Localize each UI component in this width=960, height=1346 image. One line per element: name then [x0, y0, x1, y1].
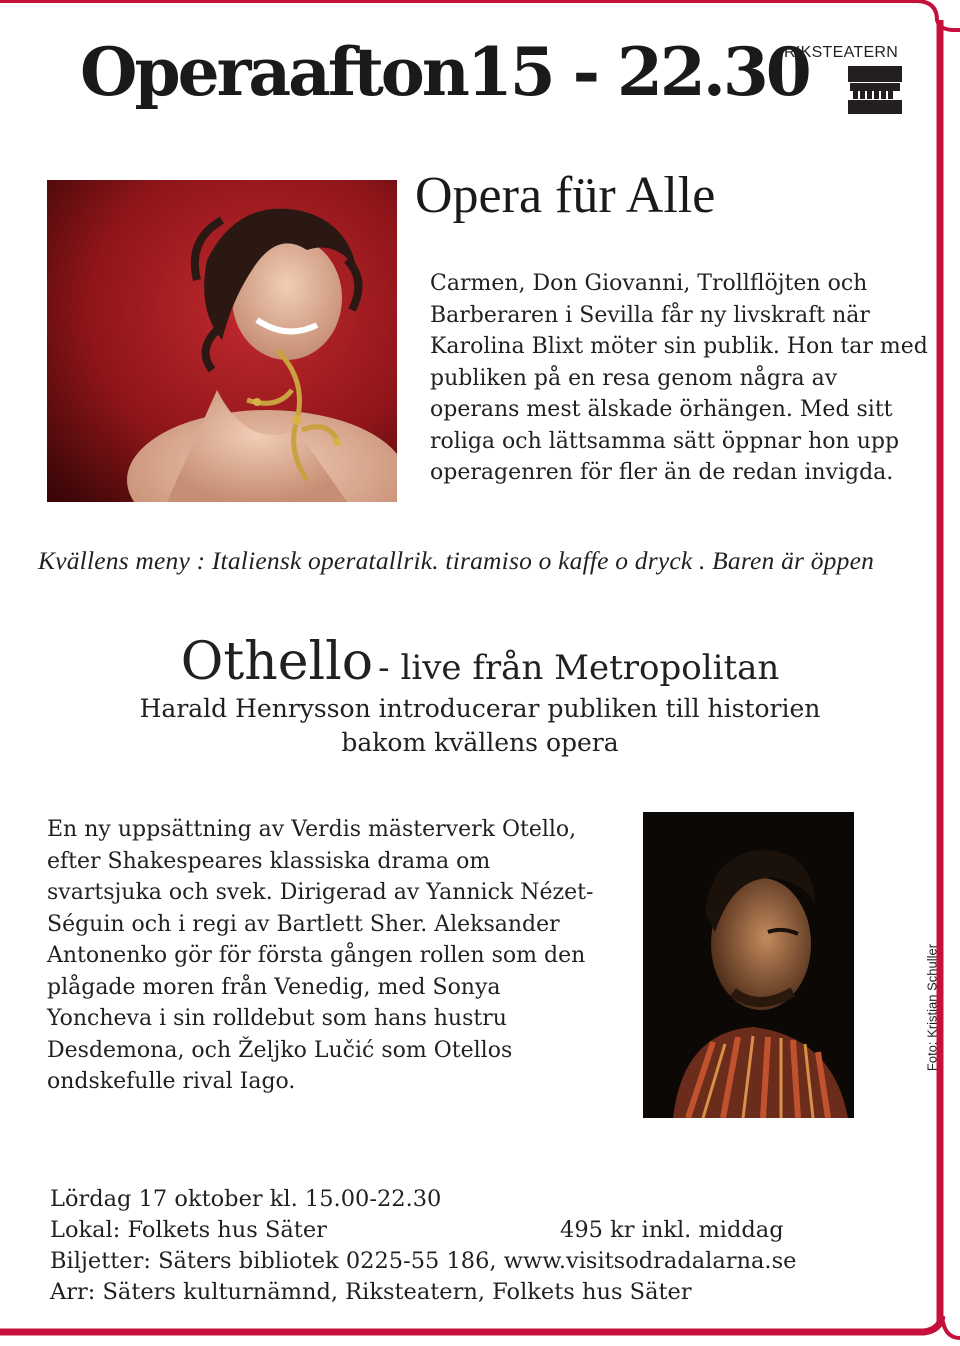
- event-info: [50, 1184, 910, 1308]
- othello-intro-line1: Harald Henrysson introducerar publiken till historien: [139, 694, 821, 723]
- riksteatern-logo: [784, 44, 914, 114]
- photo-credit: Foto: Kristian Schuller: [924, 943, 940, 1072]
- event-venue: Lokal: Folkets hus Säter: [50, 1217, 327, 1243]
- main-title: Operaafton15 - 22.30: [80, 33, 809, 111]
- event-tickets: Biljetter: Säters bibliotek 0225-55 186, www.visitsodradalarna.se: [50, 1248, 797, 1274]
- event-price: 495 kr inkl. middag: [560, 1217, 784, 1243]
- othello-subtitle: - live från Metropolitan: [378, 648, 780, 688]
- feature-title: Opera für Alle: [415, 167, 716, 224]
- logo-text: RIKSTEATERN: [784, 44, 899, 61]
- event-venue-row: [50, 1215, 910, 1246]
- riksteatern-logo-icon: [848, 66, 902, 114]
- event-organizers: Arr: Säters kulturnämnd, Riksteatern, Folkets hus Säter: [50, 1279, 692, 1305]
- othello-title: Othello: [180, 632, 374, 692]
- event-date: Lördag 17 oktober kl. 15.00-22.30: [50, 1186, 442, 1212]
- othello-intro: [0, 692, 960, 760]
- tenor-photo: [643, 812, 854, 1118]
- othello-body: En ny uppsättning av Verdis mästerverk Otello, efter Shakespeares klassiska drama om svartsjuka och svek. Dirigerad av Yannick Nézet-Séguin och i regi av Bartlett Sher. Aleksander Antonenko gör för första gången rollen som den plågade moren från Venedig, med Sonya Yoncheva i sin rolldebut som hans hustru Desdemona, och Željko Lučić som Otellos ondskefulle rival Iago.: [47, 817, 594, 1094]
- feature-body: Carmen, Don Giovanni, Trollflöjten och Barberaren i Sevilla får ny livskraft när Karolina Blixt möter sin publik. Hon tar med publiken på en resa genom några av operans mest älskade örhängen. Med sitt roliga och lättsamma sätt öppnar hon upp operagenren för fler än de redan invigda.: [430, 271, 928, 485]
- menu-text: Kvällens meny : Italiensk operatallrik. tiramiso o kaffe o dryck . Baren är öppen: [38, 546, 875, 575]
- othello-intro-line2: bakom kvällens opera: [341, 728, 619, 757]
- singer-photo: [47, 180, 397, 502]
